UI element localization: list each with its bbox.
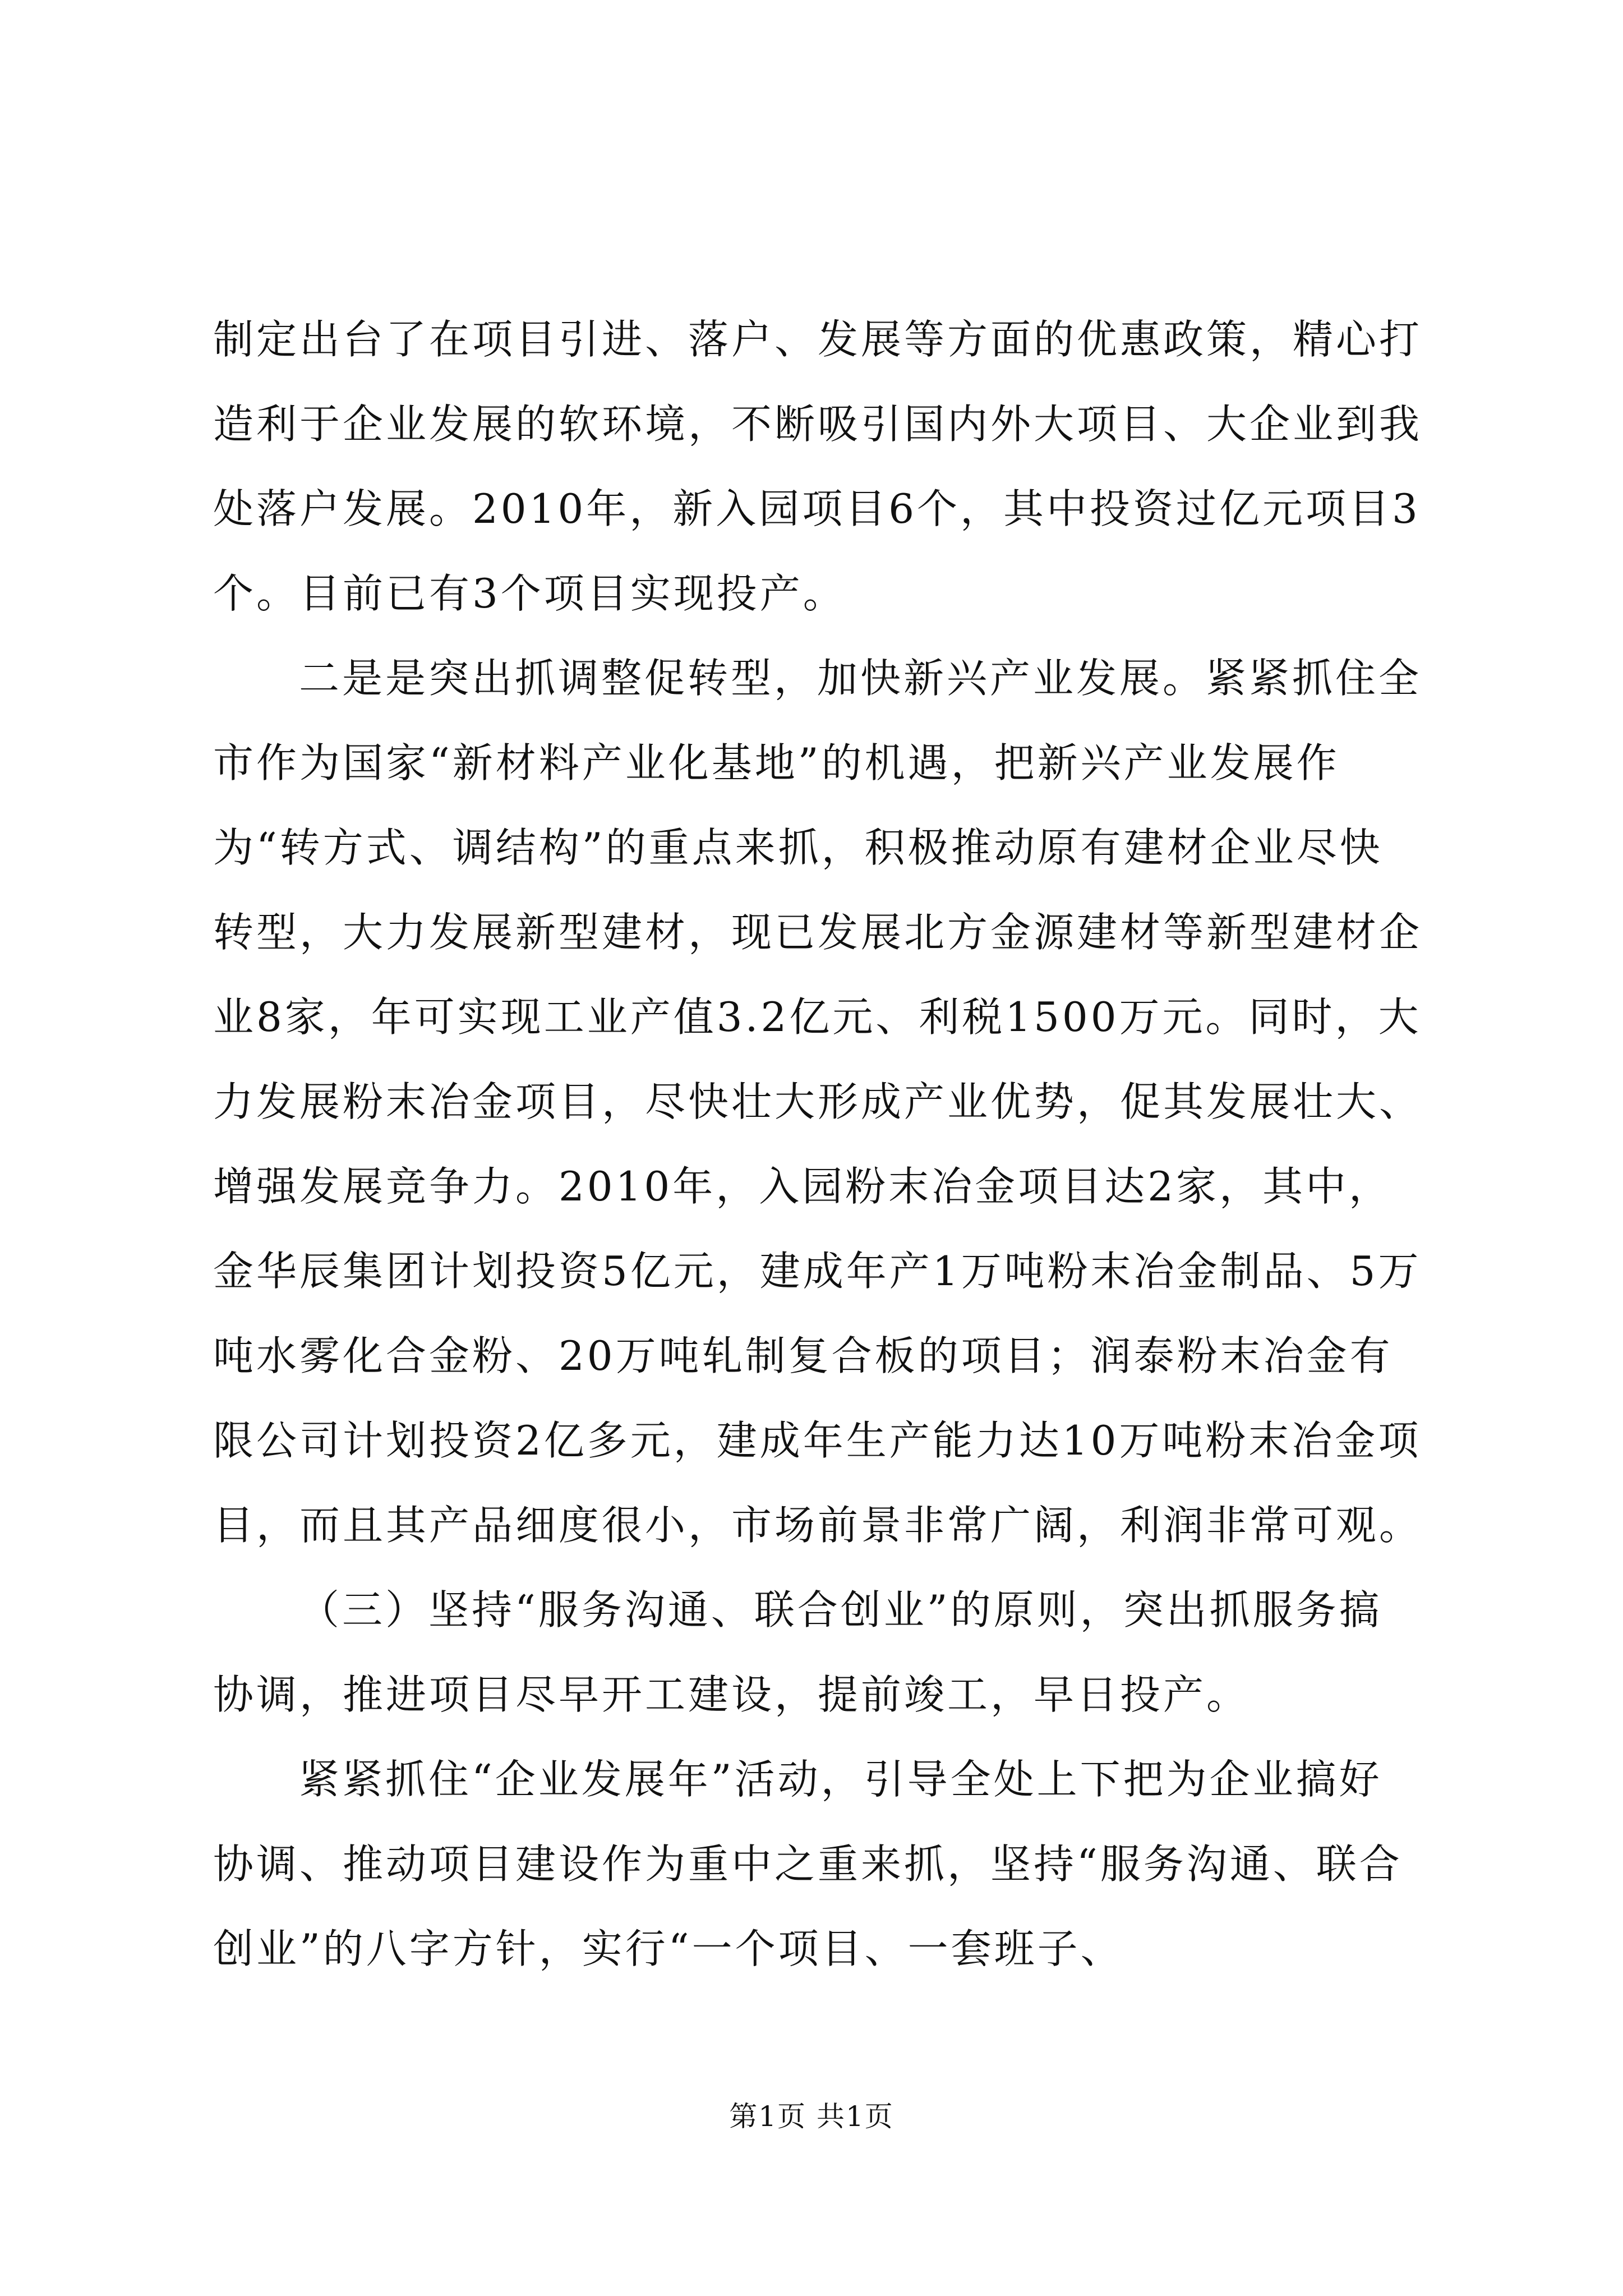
- paragraph-preferential-policies: 制定出台了在项目引进、落户、发展等方面的优惠政策，精心打造利于企业发展的软环境，不断吸引国内外大项目、大企业到我处落户发展。2010年，新入园项目6个，其中投资过亿元项目3个。目前已有3个项目实现投产。: [213, 316, 1423, 617]
- paragraph-section-three-heading: （三）坚持“服务沟通、联合创业”的原则，突出抓服务搞协调，推进项目尽早开工建设，提前竣工，早日投产。: [213, 1586, 1382, 1718]
- paragraph-enterprise-development-year: 紧紧抓住“企业发展年”活动，引导全处上下把为企业搞好协调、推动项目建设作为重中之重来抓，坚持“服务沟通、联合创业”的八字方针，实行“一个项目、一套班子、: [213, 1756, 1403, 1972]
- paragraph-emerging-industries: 二是是突出抓调整促转型，加快新兴产业发展。紧紧抓住全市作为国家“新材料产业化基地”的机遇，把新兴产业发展作为“转方式、调结构”的重点来抓，积极推动原有建材企业尽快转型，大力发展新型建材，现已发展北方金源建材等新型建材企业8家，年可实现工业产值3.2亿元、利税1500万元。同时，大力发展粉末冶金项目，尽快壮大形成产业优势，促其发展壮大、增强发展竞争力。2010年，入园粉末冶金项目达2家，其中，金华辰集团计划投资5亿元，建成年产1万吨粉末冶金制品、5万吨水雾化合金粉、20万吨轧制复合板的项目；润泰粉末冶金有限公司计划投资2亿多元，建成年生产能力达10万吨粉末冶金项目，而且其产品细度很小，市场前景非常广阔，利润非常可观。: [213, 655, 1423, 1549]
- document-body: [213, 297, 1424, 1991]
- page-footer: 第1页 共1页: [729, 2100, 894, 2133]
